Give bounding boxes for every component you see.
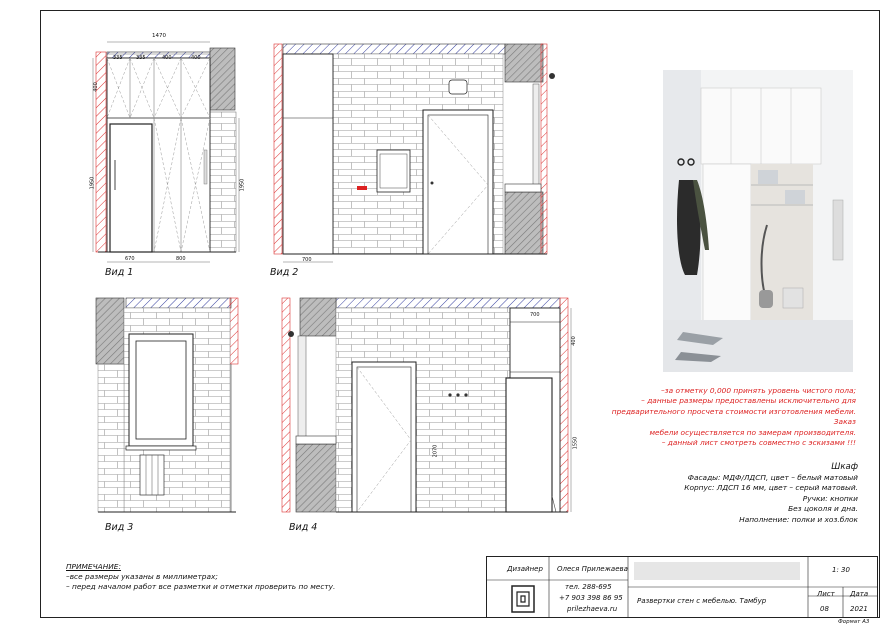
spec-title: Шкаф — [831, 462, 858, 472]
spec-line: Ручки: кнопки — [802, 493, 858, 503]
footnote — [66, 562, 335, 592]
red-note-line: мебели осуществляется по замерам производителя. — [649, 427, 856, 437]
footnote-heading: ПРИМЕЧАНИЕ: — [66, 562, 121, 571]
red-note-line: – данный лист смотреть совместно с эскизами !!! — [661, 438, 856, 448]
scale: 1: 30 — [832, 566, 850, 574]
dim-v1-total: 1470 — [152, 33, 166, 39]
wardrobe-spec — [640, 462, 858, 526]
phone-1: тел. 288-695 — [565, 583, 612, 591]
view-4-label: Вид 4 — [289, 522, 318, 533]
dim-v1-section-1: 335 — [113, 55, 123, 61]
red-note-line: –за отметку 0,000 принять уровень чистого пола; — [660, 386, 856, 395]
red-notes — [600, 386, 856, 448]
designer-name: Олеся Прилежаева — [557, 565, 628, 573]
view-2 — [274, 44, 555, 262]
dim-v1-section-3: 400 — [162, 55, 172, 61]
dim-v1-top: 400 — [92, 82, 99, 92]
dim-v4-upper: 400 — [570, 336, 577, 346]
view-1-label: Вид 1 — [105, 267, 134, 278]
dim-v4-lower: 1550 — [572, 436, 579, 450]
view-1 — [93, 42, 239, 262]
dim-v4-door: 2070 — [432, 444, 439, 458]
sheet-label: Лист — [817, 590, 835, 598]
red-note-line: – данные размеры предоставлены исключительно для — [641, 396, 856, 406]
spec-line: Без цоколя и дна. — [788, 504, 858, 514]
dim-v1-bottom-2: 800 — [176, 256, 186, 262]
spec-line: Фасады: МДФ/ЛДСП, цвет – белый матовый — [687, 472, 858, 482]
sheet-title: Развертки стен с мебелью. Тамбур — [637, 597, 767, 605]
dim-v1-section-2: 335 — [136, 55, 146, 61]
view-3-label: Вид 3 — [105, 522, 134, 533]
reference-photo — [663, 70, 853, 372]
dim-v1-section-4: 400 — [191, 55, 201, 61]
website: prilezhaeva.ru — [567, 605, 618, 613]
dim-v4-top: 700 — [530, 312, 540, 318]
spec-line: Корпус: ЛДСП 16 мм, цвет – серый матовый. — [684, 483, 858, 493]
red-note-line: предварительного просчета стоимости изготовления мебели. Заказ — [611, 406, 856, 427]
spec-line: Наполнение: полки и хоз.блок — [739, 514, 858, 524]
footnote-line: – перед началом работ все разметки и отметки проверить по месту. — [66, 582, 336, 591]
dim-v2-bottom: 700 — [302, 257, 312, 263]
role-label: Дизайнер — [507, 565, 543, 573]
view-3 — [96, 298, 238, 512]
title-block — [486, 556, 878, 618]
sheet-number: 08 — [820, 605, 829, 613]
view-4 — [282, 298, 571, 512]
dim-v1-side: 1950 — [239, 178, 246, 192]
dim-v1-bottom-1: 670 — [125, 256, 135, 262]
view-2-label: Вид 2 — [270, 267, 299, 278]
footnote-line: –все размеры указаны в миллиметрах; — [66, 572, 218, 581]
phone-2: +7 903 398 86 95 — [559, 594, 623, 602]
year: 2021 — [850, 605, 868, 613]
date-label: Дата — [850, 590, 869, 598]
format-label: Формат А3 — [838, 619, 870, 625]
dim-v1-height: 1950 — [89, 176, 96, 190]
